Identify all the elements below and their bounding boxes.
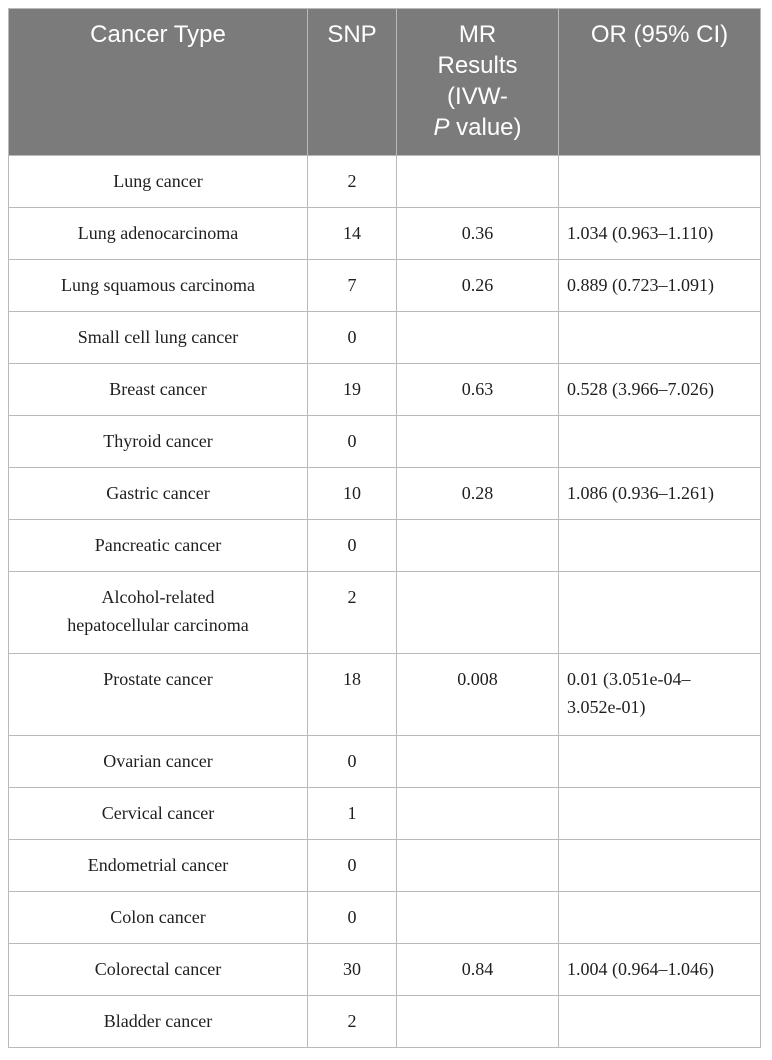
cell-snp: 10: [308, 468, 397, 520]
cell-snp: 0: [308, 520, 397, 572]
cell-snp: 2: [308, 996, 397, 1048]
cell-cancer-type: Ovarian cancer: [9, 736, 308, 788]
cell-cancer-type: Small cell lung cancer: [9, 312, 308, 364]
table-row: [9, 312, 761, 364]
cell-cancer-type-line2: hepatocellular carcinoma: [67, 615, 249, 635]
cell-cancer-type: Prostate cancer: [9, 654, 308, 736]
cell-cancer-type: Lung squamous carcinoma: [9, 260, 308, 312]
cell-mr: 0.28: [397, 468, 559, 520]
cell-cancer-type: [9, 572, 308, 654]
cell-snp: 2: [308, 572, 397, 654]
header-mr-p: P: [433, 114, 450, 141]
table-row: [9, 364, 761, 416]
cell-mr: [397, 520, 559, 572]
cell-mr: [397, 840, 559, 892]
cell-snp: 18: [308, 654, 397, 736]
cell-mr: 0.26: [397, 260, 559, 312]
cell-or: 0.528 (3.966–7.026): [559, 364, 761, 416]
cell-or: 1.004 (0.964–1.046): [559, 944, 761, 996]
cell-or: 0.889 (0.723–1.091): [559, 260, 761, 312]
table-row: [9, 156, 761, 208]
header-mr-line1: MR: [458, 21, 497, 48]
mr-results-table: [8, 8, 761, 1048]
table-row: [9, 788, 761, 840]
cell-or: [559, 654, 761, 736]
cell-or: 1.086 (0.936–1.261): [559, 468, 761, 520]
cell-or: [559, 416, 761, 468]
table-row: [9, 736, 761, 788]
header-mr-results: [397, 9, 559, 156]
cell-or: [559, 736, 761, 788]
cell-mr: [397, 892, 559, 944]
cell-snp: 30: [308, 944, 397, 996]
cell-mr: [397, 572, 559, 654]
cell-or: [559, 788, 761, 840]
header-mr-line4: value): [449, 114, 522, 141]
table-row: [9, 892, 761, 944]
table-row: [9, 944, 761, 996]
cell-cancer-type: Lung cancer: [9, 156, 308, 208]
cell-cancer-type: Thyroid cancer: [9, 416, 308, 468]
cell-cancer-type: Breast cancer: [9, 364, 308, 416]
cell-or: [559, 312, 761, 364]
header-mr-line2: Results: [437, 52, 518, 79]
cell-or-line2: 3.052e-01): [567, 697, 646, 717]
cell-or: [559, 520, 761, 572]
cell-snp: 0: [308, 892, 397, 944]
cell-or: 1.034 (0.963–1.110): [559, 208, 761, 260]
cell-or: [559, 892, 761, 944]
results-table-container: [8, 8, 760, 1048]
cell-or: [559, 996, 761, 1048]
table-row: [9, 208, 761, 260]
cell-mr: [397, 156, 559, 208]
cell-or: [559, 840, 761, 892]
cell-cancer-type: Cervical cancer: [9, 788, 308, 840]
header-snp: SNP: [308, 9, 397, 156]
cell-mr: 0.84: [397, 944, 559, 996]
cell-or-line1: 0.01 (3.051e-04–: [567, 669, 691, 689]
cell-cancer-type: Lung adenocarcinoma: [9, 208, 308, 260]
cell-snp: 14: [308, 208, 397, 260]
cell-mr: 0.63: [397, 364, 559, 416]
cell-cancer-type: Bladder cancer: [9, 996, 308, 1048]
cell-cancer-type: Endometrial cancer: [9, 840, 308, 892]
cell-snp: 0: [308, 736, 397, 788]
header-mr-line3: (IVW-: [447, 83, 508, 110]
table-row: [9, 996, 761, 1048]
cell-snp: 1: [308, 788, 397, 840]
header-cancer-type: Cancer Type: [9, 9, 308, 156]
cell-mr: [397, 736, 559, 788]
table-row: [9, 654, 761, 736]
cell-mr: [397, 312, 559, 364]
cell-snp: 0: [308, 312, 397, 364]
table-row: [9, 520, 761, 572]
table-body: [9, 156, 761, 1048]
header-row: [9, 9, 761, 156]
cell-snp: 0: [308, 416, 397, 468]
table-header: [9, 9, 761, 156]
table-row: [9, 840, 761, 892]
cell-cancer-type-line1: Alcohol-related: [101, 587, 215, 607]
cell-or: [559, 572, 761, 654]
cell-mr: 0.36: [397, 208, 559, 260]
cell-mr: 0.008: [397, 654, 559, 736]
header-or: OR (95% CI): [559, 9, 761, 156]
table-row: [9, 260, 761, 312]
table-row: [9, 468, 761, 520]
cell-snp: 2: [308, 156, 397, 208]
cell-mr: [397, 788, 559, 840]
cell-mr: [397, 416, 559, 468]
cell-cancer-type: Colorectal cancer: [9, 944, 308, 996]
table-row: [9, 416, 761, 468]
cell-cancer-type: Colon cancer: [9, 892, 308, 944]
cell-snp: 7: [308, 260, 397, 312]
cell-cancer-type: Pancreatic cancer: [9, 520, 308, 572]
cell-or: [559, 156, 761, 208]
cell-cancer-type: Gastric cancer: [9, 468, 308, 520]
cell-snp: 19: [308, 364, 397, 416]
cell-mr: [397, 996, 559, 1048]
table-row: [9, 572, 761, 654]
cell-snp: 0: [308, 840, 397, 892]
